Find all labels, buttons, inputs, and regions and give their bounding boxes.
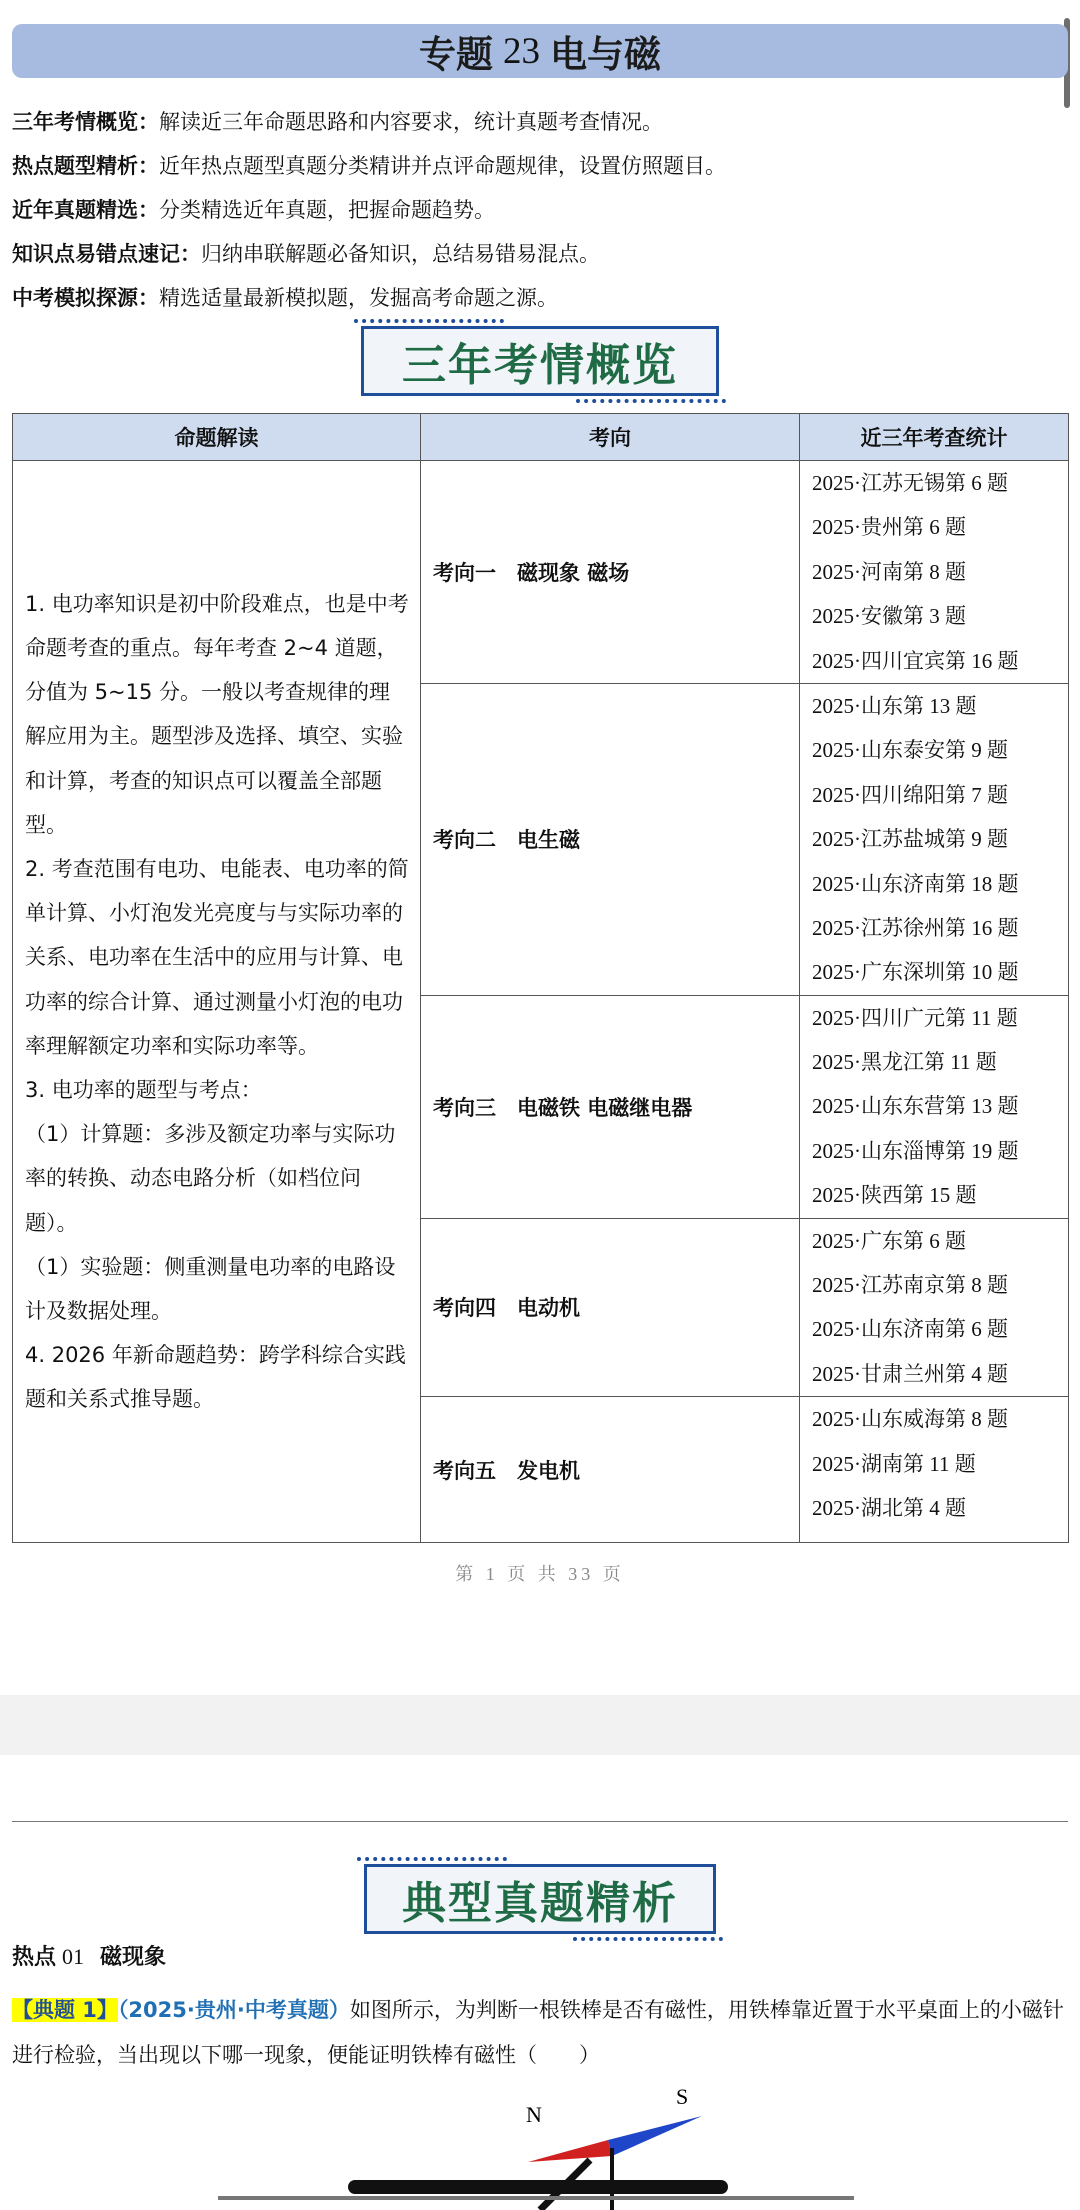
intro-label: 热点题型精析： [12,154,159,178]
stat-item: 2025·山东济南第 18 题 [812,871,1019,896]
intro-item [12,232,1072,276]
stat-item: 2025·山东东营第 13 题 [812,1094,1019,1119]
stat-item: 2025·四川绵阳第 7 题 [812,782,1008,807]
stat-item: 2025·四川宜宾第 16 题 [812,648,1019,673]
hotspot-topic: 磁现象 [100,1945,167,1970]
example-question [12,1988,1072,2078]
intro-label: 知识点易错点速记： [12,242,201,266]
north-label: N [526,2102,542,2127]
intro-text: 归纳串联解题必备知识，总结易错易混点。 [201,242,600,266]
title-subject: 电与磁 [550,33,661,76]
title-bar [12,24,1068,78]
stat-item: 2025·山东泰安第 9 题 [812,738,1008,763]
intro-item [12,100,1072,144]
analysis-paragraph: 4. 2026 年新命题趋势：跨学科综合实践题和关系式推导题。 [25,1343,406,1412]
stat-item: 2025·湖南第 11 题 [812,1451,976,1476]
table-row [13,461,1069,684]
stat-item: 2025·山东淄博第 19 题 [812,1138,1019,1163]
divider [12,1821,1068,1822]
south-label: S [676,2084,689,2109]
intro-text: 解读近三年命题思路和内容要求，统计真题考查情况。 [159,110,663,134]
needle-north-half [528,2140,612,2162]
analysis-paragraph: 3. 电功率的题型与考点： [25,1077,262,1102]
stats-cell [800,995,1069,1218]
hotspot-label: 热点 [12,1945,57,1970]
table-header: 考向 [421,414,800,461]
intro-label: 中考模拟探源： [12,286,159,310]
intro-item [12,188,1072,232]
stats-cell [800,683,1069,995]
stat-item: 2025·江苏南京第 8 题 [812,1273,1008,1298]
table-header: 近三年考查统计 [800,414,1069,461]
analysis-paragraph: 2. 考查范围有电功、电能表、电功率的简单计算、小灯泡发光亮度与与实际功率的关系、电功率在生活中的应用与计算、电功率的综合计算、通过测量小灯泡的电功率理解额定功率和实际功率等。 [25,856,409,1058]
analysis-paragraph: （1）计算题：多涉及额定功率与实际功率的转换、动态电路分析（如档位问题）。 [25,1122,396,1235]
bottom-shadow [218,2196,854,2200]
stat-item: 2025·陕西第 15 题 [812,1183,977,1208]
direction-cell: 考向三 电磁铁 电磁继电器 [421,995,800,1218]
stat-item: 2025·广东第 6 题 [812,1228,966,1253]
stats-cell [800,1397,1069,1543]
intro-list [12,100,1072,320]
stat-item: 2025·山东威海第 8 题 [812,1407,1008,1432]
table-header-row [13,414,1069,461]
needle-south-half [608,2116,702,2156]
stat-item: 2025·广东深圳第 10 题 [812,960,1019,985]
hotspot-heading [12,1940,166,1971]
page-number: 第 1 页 共 33 页 [455,1564,625,1584]
stat-item: 2025·甘肃兰州第 4 题 [812,1361,1008,1386]
intro-text: 近年热点题型真题分类精讲并点评命题规律，设置仿照题目。 [159,154,726,178]
stat-item: 2025·安徽第 3 题 [812,604,966,629]
section-banner-overview [361,326,719,396]
stat-item: 2025·四川广元第 11 题 [812,1005,1018,1030]
stat-item: 2025·江苏盐城第 9 题 [812,827,1008,852]
section-title: 典型真题精析 [402,1878,678,1929]
intro-item [12,144,1072,188]
analysis-cell [13,461,421,1543]
stat-item: 2025·河南第 8 题 [812,559,966,584]
exam-overview-table [12,413,1069,1543]
hotspot-number: 01 [62,1944,85,1969]
stat-item: 2025·江苏无锡第 6 题 [812,471,1008,495]
stats-cell [800,461,1069,684]
example-source: （2025·贵州·中考真题） [117,1998,350,2022]
direction-cell: 考向四 电动机 [421,1218,800,1397]
example-text: 如图所示，为判断一根铁棒是否有磁性，用铁棒靠近置于水平桌面上的小磁针进行检验，当出现以下哪一现象，便能证明铁棒有磁性（ ） [12,1998,1064,2067]
home-indicator[interactable] [348,2180,728,2194]
direction-cell: 考向五 发电机 [421,1397,800,1543]
analysis-paragraph: （1）实验题：侧重测量电功率的电路设计及数据处理。 [25,1254,396,1323]
section-banner-analysis [364,1864,716,1934]
stat-item: 2025·山东第 13 题 [812,693,977,718]
stat-item: 2025·贵州第 6 题 [812,515,966,540]
intro-item [12,276,1072,320]
direction-cell: 考向二 电生磁 [421,683,800,995]
intro-text: 精选适量最新模拟题，发掘高考命题之源。 [159,286,558,310]
page-gap [0,1695,1080,1755]
stat-item: 2025·黑龙江第 11 题 [812,1050,997,1075]
stat-item: 2025·江苏徐州第 16 题 [812,915,1019,940]
title-number: 23 [503,30,540,72]
intro-text: 分类精选近年真题，把握命题趋势。 [159,198,495,222]
title-prefix: 专题 [419,33,493,76]
stats-cell [800,1218,1069,1397]
analysis-paragraph: 1. 电功率知识是初中阶段难点，也是中考命题考查的重点。每年考查 2~4 道题，分值为 5~15 分。一般以考查规律的理解应用为主。题型涉及选择、填空、实验和计算，考查的知识点可以覆盖全部题型。 [25,591,409,837]
direction-cell: 考向一 磁现象 磁场 [421,461,800,684]
table-header: 命题解读 [13,414,421,461]
stat-item: 2025·山东济南第 6 题 [812,1317,1008,1342]
intro-label: 近年真题精选： [12,198,159,222]
stat-item: 2025·湖北第 4 题 [812,1495,966,1520]
intro-label: 三年考情概览： [12,110,159,134]
example-tag: 【典题 1】 [12,1998,118,2022]
section-title: 三年考情概览 [402,340,678,391]
